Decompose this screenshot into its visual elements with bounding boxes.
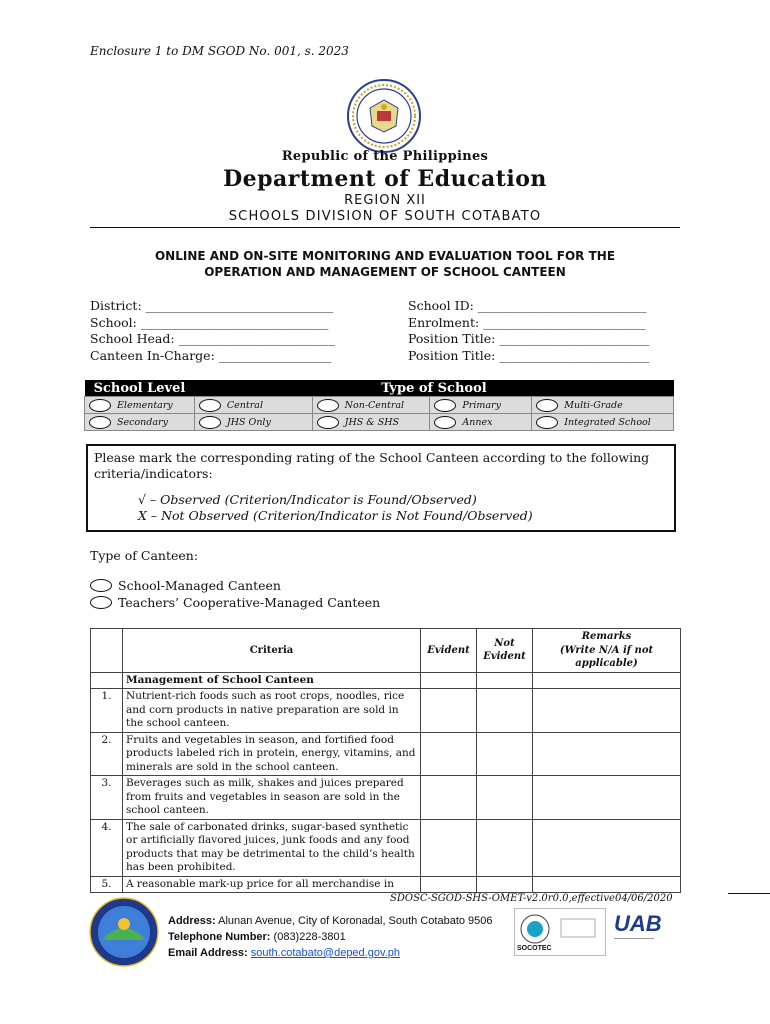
elementary-radio[interactable] [89, 399, 111, 412]
document-code: SDOSC-SGOD-SHS-OMET-v2.0r0.0,effective04/06/2020 [390, 893, 673, 904]
row-number: 2. [91, 732, 123, 776]
criterion-text: Nutrient-rich foods such as root crops, noodles, rice and corn products in native preparation are sold in the school canteen. [123, 689, 421, 733]
cooperative-managed-option[interactable] [90, 595, 380, 610]
not-observed-legend: X – Not Observed (Criterion/Indicator is Not Found/Observed) [138, 508, 533, 523]
criterion-text: The sale of carbonated drinks, sugar-based synthetic or artificially flavored juices, junk foods and any food products that may be detrimental to the child’s health has been prohibited. [123, 819, 421, 876]
row-number: 3. [91, 776, 123, 820]
remarks-cell[interactable] [533, 819, 681, 876]
region-heading: REGION XII [344, 193, 426, 208]
table-row [91, 732, 681, 776]
remarks-cell[interactable] [533, 776, 681, 820]
socotec-certification-logo [514, 908, 606, 956]
remarks-cell[interactable] [533, 689, 681, 733]
position-title-field-2[interactable]: Position Title: ________________________ [408, 347, 650, 363]
deped-seal-icon [346, 78, 422, 154]
instruction-line-1: Please mark the corresponding rating of the School Canteen according to the following [94, 450, 650, 465]
remarks-cell[interactable] [533, 876, 681, 893]
table-row [91, 819, 681, 876]
number-header [91, 629, 123, 673]
option-label: JHS & SHS [344, 416, 400, 428]
evident-cell[interactable] [421, 876, 477, 893]
option-label: Multi-Grade [564, 399, 623, 411]
uvab-label: UAB [614, 911, 662, 936]
option-label: Non-Central [344, 399, 405, 411]
row-number: 1. [91, 689, 123, 733]
row-number: 5. [91, 876, 123, 893]
uvab-caption-icon [614, 938, 654, 947]
rating-legend [94, 492, 668, 524]
not-evident-line-2: Evident [483, 651, 526, 663]
criteria-table [90, 628, 681, 893]
division-seal-icon [88, 896, 160, 968]
school-field[interactable]: School: ______________________________ [90, 314, 329, 330]
central-radio[interactable] [199, 399, 221, 412]
republic-heading: Republic of the Philippines [281, 149, 489, 164]
remarks-cell[interactable] [533, 672, 681, 689]
secondary-radio[interactable] [89, 416, 111, 429]
footer-contact [168, 913, 493, 961]
fields-right [408, 298, 649, 364]
integrated-school-radio[interactable] [536, 416, 558, 429]
primary-radio[interactable] [434, 399, 456, 412]
school-managed-label: School-Managed Canteen [118, 578, 281, 593]
jhs-shs-radio[interactable] [317, 416, 339, 429]
school-id-field[interactable]: School ID: ___________________________ [408, 298, 647, 313]
criterion-text: Beverages such as milk, shakes and juices prepared from fruits and vegetables in season are sold in the school canteen. [123, 776, 421, 820]
section-title: Management of School Canteen [123, 672, 421, 689]
school-level-table [84, 380, 674, 431]
title-line-2: OPERATION AND MANAGEMENT OF SCHOOL CANTEEN [204, 265, 566, 279]
table-row [91, 689, 681, 733]
email-line [168, 945, 493, 961]
row-number: 4. [91, 819, 123, 876]
socotec-label: SOCOTEC [517, 945, 552, 952]
school-managed-option[interactable] [90, 578, 281, 593]
telephone-label: Telephone Number: [168, 931, 271, 943]
not-evident-cell[interactable] [477, 689, 533, 733]
not-evident-header [477, 629, 533, 673]
address-value: Alunan Avenue, City of Koronadal, South Cotabato 9506 [215, 915, 493, 927]
document-title [90, 248, 680, 280]
not-evident-cell[interactable] [477, 672, 533, 689]
observed-legend: √ – Observed (Criterion/Indicator is Found/Observed) [138, 492, 477, 507]
criteria-header: Criteria [123, 629, 421, 673]
option-label: Primary [462, 399, 501, 411]
district-field[interactable]: District: ______________________________ [90, 298, 334, 313]
uvab-certification-logo [614, 911, 662, 954]
option-label: Annex [462, 416, 493, 428]
table-row [91, 672, 681, 689]
school-managed-radio[interactable] [90, 579, 112, 592]
not-evident-cell[interactable] [477, 776, 533, 820]
email-label: Email Address: [168, 947, 248, 959]
cooperative-managed-label: Teachers’ Cooperative-Managed Canteen [118, 595, 381, 610]
header-divider [90, 227, 680, 228]
evident-cell[interactable] [421, 672, 477, 689]
telephone-value: (083)228-3801 [270, 931, 346, 943]
option-label: Secondary [117, 416, 168, 428]
remarks-cell[interactable] [533, 732, 681, 776]
telephone-line [168, 929, 493, 945]
remarks-line-1: Remarks [581, 631, 632, 642]
not-evident-cell[interactable] [477, 819, 533, 876]
canteen-incharge-field[interactable]: Canteen In-Charge: __________________ [90, 347, 332, 363]
footer-divider [728, 893, 770, 894]
criterion-text: A reasonable mark-up price for all merchandise in [123, 876, 421, 893]
table-row [91, 876, 681, 893]
evident-cell[interactable] [421, 819, 477, 876]
cooperative-managed-radio[interactable] [90, 596, 112, 609]
evident-cell[interactable] [421, 689, 477, 733]
not-evident-line-1: Not [494, 637, 515, 649]
school-level-row [85, 397, 674, 414]
enclosure-reference: Enclosure 1 to DM SGOD No. 001, s. 2023 [90, 44, 349, 58]
department-heading: Department of Education [223, 166, 547, 192]
option-label: JHS Only [226, 416, 271, 428]
non-central-radio[interactable] [317, 399, 339, 412]
rating-instructions-box [86, 444, 676, 532]
address-line [168, 913, 493, 929]
division-heading: SCHOOLS DIVISION OF SOUTH COTABATO [228, 209, 542, 224]
canteen-type-label: Type of Canteen: [90, 548, 199, 563]
remarks-line-2: (Write N/A if not [559, 644, 654, 656]
email-link[interactable]: south.cotabato@deped.gov.ph [250, 947, 400, 959]
enrolment-field[interactable]: Enrolment: __________________________ [408, 314, 646, 330]
address-label: Address: [168, 915, 216, 927]
table-row [91, 776, 681, 820]
position-title-field[interactable]: Position Title: ________________________ [408, 331, 650, 346]
school-level-header: School Level [85, 380, 195, 397]
annex-radio[interactable] [434, 416, 456, 429]
option-label: Elementary [117, 399, 173, 411]
school-level-row [85, 414, 674, 431]
title-line-1: ONLINE AND ON-SITE MONITORING AND EVALUATION TOOL FOR THE [154, 249, 616, 263]
evident-cell[interactable] [421, 732, 477, 776]
remarks-line-3: applicable) [575, 658, 638, 669]
instruction-line-2: criteria/indicators: [94, 466, 213, 481]
option-label: Central [226, 399, 263, 411]
type-of-school-header: Type of School [194, 380, 673, 397]
fields-left [90, 298, 335, 364]
school-head-field[interactable]: School Head: _________________________ [90, 331, 335, 346]
multi-grade-radio[interactable] [536, 399, 558, 412]
option-label: Integrated School [564, 416, 651, 428]
not-evident-cell[interactable] [477, 876, 533, 893]
not-evident-cell[interactable] [477, 732, 533, 776]
jhs-only-radio[interactable] [199, 416, 221, 429]
evident-header: Evident [421, 629, 477, 673]
evident-cell[interactable] [421, 776, 477, 820]
remarks-header [533, 629, 681, 673]
criterion-text: Fruits and vegetables in season, and fortified food products labeled rich in protein, energy, vitamins, and minerals are sold in the school canteen. [123, 732, 421, 776]
